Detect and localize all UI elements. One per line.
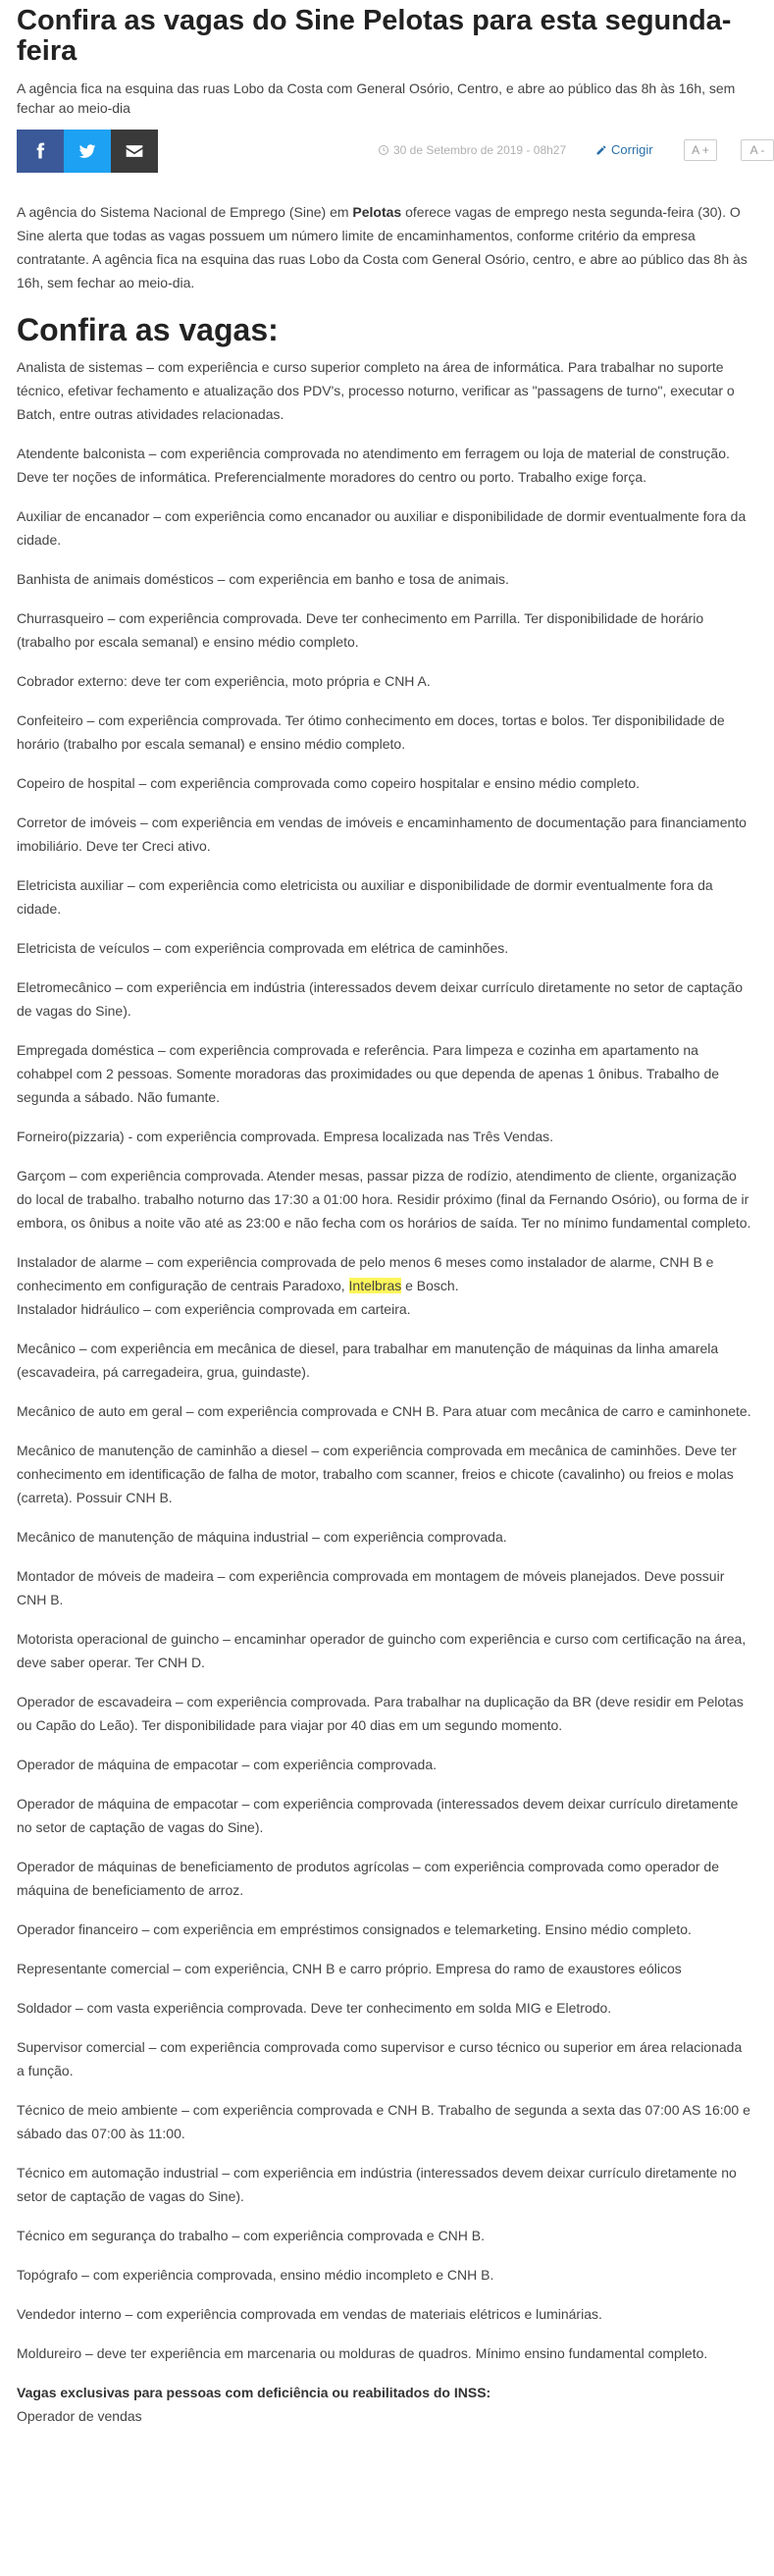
article-page: [0, 5, 765, 2576]
job-item: Operador financeiro – com experiência em empréstimos consignados e telemarketing. Ensino médio completo.: [17, 1921, 692, 1937]
job-item: Cobrador externo: deve ter com experiência, moto própria e CNH A.: [17, 673, 431, 689]
job-item: Eletricista de veículos – com experiência comprovada em elétrica de caminhões.: [17, 940, 509, 956]
job-item: Operador de máquina de empacotar – com experiência comprovada.: [17, 1757, 438, 1772]
job-item: Mecânico de auto em geral – com experiência comprovada e CNH B. Para atuar com mecânica de carro e caminhonete.: [17, 1403, 751, 1419]
intro-paragraph: [17, 200, 752, 294]
job-item: Eletricista auxiliar – com experiência como eletricista ou auxiliar e disponibilidade de dormir eventualmente fora da cidade.: [17, 877, 713, 917]
font-decrease-button[interactable]: A -: [741, 139, 774, 161]
job-item: Confeiteiro – com experiência comprovada. Ter ótimo conhecimento em doces, tortas e bolos. Ter disponibilidade de horário (trabalho por escala semanal) e ensino médio completo.: [17, 712, 725, 752]
job-item: Representante comercial – com experiência, CNH B e carro próprio. Empresa do ramo de exaustores eólicos: [17, 1961, 682, 1976]
job-item: Analista de sistemas – com experiência e curso superior completo na área de informática. Para trabalhar no suporte técnico, efetivar fechamento e atualização dos PDV's, processo noturno, verificar as "passagens de turno", executar o Batch, entre outras atividades relacionadas.: [17, 359, 735, 422]
job-list-first: [17, 355, 752, 1235]
job-item: Churrasqueiro – com experiência comprovada. Deve ter conhecimento em Parrilla. Ter disponibilidade de horário (trabalho por escala semanal) e ensino médio completo.: [17, 610, 704, 650]
alarm-text-before: Instalador de alarme – com experiência comprovada de pelo menos 6 meses como instalador de alarme, CNH B e conhecimento em configuração de centrais Paradoxo,: [17, 1254, 714, 1293]
job-item: Copeiro de hospital – com experiência comprovada como copeiro hospitalar e ensino médio completo.: [17, 775, 641, 791]
job-item: Vendedor interno – com experiência comprovada em vendas de materiais elétricos e luminárias.: [17, 2306, 602, 2322]
job-item: Montador de móveis de madeira – com experiência comprovada em montagem de móveis planejados. Deve possuir CNH B.: [17, 1568, 725, 1607]
job-item-alarm: [17, 1250, 752, 1321]
publish-date: [378, 143, 566, 157]
intro-text-before: A agência do Sistema Nacional de Emprego (Sine) em: [17, 204, 353, 220]
article-container: [0, 5, 765, 2428]
job-item: Garçom – com experiência comprovada. Atender mesas, passar pizza de rodízio, atendimento de cliente, organização do local de trabalho. trabalho noturno das 17:30 a 01:00 hora. Residir próximo (final da Fernando Osório), ou forma de ir embora, os ônibus a noite vão até as 23:00 e não fecha com os horários de saída. Ter no mínimo fundamental completo.: [17, 1168, 751, 1231]
job-item: Topógrafo – com experiência comprovada, ensino médio incompleto e CNH B.: [17, 2267, 494, 2283]
intro-city-link[interactable]: Pelotas: [352, 204, 402, 220]
article-meta: [17, 130, 765, 173]
intro-text-after: oferece vagas de emprego nesta segunda-feira (30). O Sine alerta que todas as vagas possuem um número limite de encaminhamentos, conforme critério da empresa contratante. A agência fica na esquina das ruas Lobo da Costa com General Osório, centro, e abre ao público das 8h às 16h, sem fechar ao meio-dia.: [17, 204, 748, 290]
job-item: Moldureiro – deve ter experiência em marcenaria ou molduras de quadros. Mínimo ensino fundamental completo.: [17, 2345, 708, 2361]
job-item: Mecânico de manutenção de caminhão a diesel – com experiência comprovada em mecânica de caminhões. Deve ter conhecimento em identificação de falha de motor, trabalho com scanner, freios e chicote (cavalinho) ou freios e molas (carreta). Possuir CNH B.: [17, 1443, 737, 1505]
job-item: Operador de máquinas de beneficiamento de produtos agrícolas – com experiência comprovada como operador de máquina de beneficiamento de arroz.: [17, 1859, 719, 1898]
job-item-hydraulic: Instalador hidráulico – com experiência comprovada em carteira.: [17, 1301, 411, 1317]
clock-icon: [378, 144, 389, 156]
pcd-heading: Vagas exclusivas para pessoas com deficiência ou reabilitados do INSS:: [17, 2385, 491, 2400]
job-item: Forneiro(pizzaria) - com experiência comprovada. Empresa localizada nas Três Vendas.: [17, 1129, 554, 1144]
font-increase-button[interactable]: A +: [684, 139, 717, 161]
article-title: Confira as vagas do Sine Pelotas para esta segunda-feira: [17, 5, 732, 67]
article-subtitle: A agência fica na esquina das ruas Lobo da Costa com General Osório, Centro, e abre ao público das 8h às 16h, sem fechar ao meio-dia: [17, 80, 736, 116]
correct-label: Corrigir: [611, 142, 653, 157]
email-share-button[interactable]: [111, 130, 158, 173]
section-heading: Confira as vagas:: [17, 312, 279, 347]
facebook-share-button[interactable]: [17, 130, 64, 173]
job-item: Auxiliar de encanador – com experiência como encanador ou auxiliar e disponibilidade de dormir eventualmente fora da cidade.: [17, 508, 747, 548]
publish-date-text: 30 de Setembro de 2019 - 08h27: [393, 143, 567, 157]
share-buttons: [17, 130, 158, 173]
envelope-icon: [125, 141, 144, 161]
job-item: Motorista operacional de guincho – encaminhar operador de guincho com experiência e curso com certificação na área, deve saber operar. Ter CNH D.: [17, 1631, 747, 1670]
intelbras-highlight-link[interactable]: Intelbras: [348, 1278, 402, 1293]
job-item: Operador de escavadeira – com experiência comprovada. Para trabalhar na duplicação da BR (deve residir em Pelotas ou Capão do Leão). Ter disponibilidade para viajar por 40 dias em um segundo momento.: [17, 1694, 744, 1733]
job-list-second: [17, 1337, 752, 2365]
twitter-share-button[interactable]: [64, 130, 111, 173]
job-item: Mecânico – com experiência em mecânica de diesel, para trabalhar em manutenção de máquinas da linha amarela (escavadeira, pá carregadeira, grua, guindaste).: [17, 1341, 719, 1380]
twitter-icon: [77, 141, 97, 161]
job-item: Corretor de imóveis – com experiência em vendas de imóveis e encaminhamento de documentação para financiamento imobiliário. Deve ter Creci ativo.: [17, 815, 747, 854]
job-item: Soldador – com vasta experiência comprovada. Deve ter conhecimento em solda MIG e Eletrodo.: [17, 2000, 612, 2016]
job-item: Operador de máquina de empacotar – com experiência comprovada (interessados devem deixar currículo diretamente no setor de captação de vagas do Sine).: [17, 1796, 739, 1835]
job-item: Técnico em segurança do trabalho – com experiência comprovada e CNH B.: [17, 2228, 486, 2243]
job-item: Supervisor comercial – com experiência comprovada como supervisor e curso técnico ou superior em área relacionada a função.: [17, 2039, 743, 2078]
article-body: [17, 200, 752, 2428]
job-item: Eletromecânico – com experiência em indústria (interessados devem deixar currículo diretamente no setor de captação de vagas do Sine).: [17, 979, 744, 1019]
pencil-icon: [595, 144, 607, 156]
correct-link[interactable]: [595, 142, 653, 157]
job-item: Técnico de meio ambiente – com experiência comprovada e CNH B. Trabalho de segunda a sexta das 07:00 AS 16:00 e sábado das 07:00 às 11:00.: [17, 2102, 750, 2141]
alarm-text-after: e Bosch.: [401, 1278, 459, 1293]
facebook-icon: [30, 141, 50, 161]
job-item: Atendente balconista – com experiência comprovada no atendimento em ferragem ou loja de material de construção. Deve ter noções de informática. Preferencialmente moradores do centro ou porto. Trabalho exige força.: [17, 446, 730, 485]
job-item: Banhista de animais domésticos – com experiência em banho e tosa de animais.: [17, 571, 509, 587]
job-item: Empregada doméstica – com experiência comprovada e referência. Para limpeza e cozinha em apartamento na cohabpel com 2 pessoas. Somente moradoras das proximidades ou que dependa de apenas 1 ônibus. Trabalho de segunda a sábado. Não fumante.: [17, 1042, 720, 1105]
job-item: Mecânico de manutenção de máquina industrial – com experiência comprovada.: [17, 1529, 507, 1545]
pcd-job-item: Operador de vendas: [17, 2408, 142, 2424]
job-item: Técnico em automação industrial – com experiência em indústria (interessados devem deixar currículo diretamente no setor de captação de vagas do Sine).: [17, 2165, 737, 2204]
